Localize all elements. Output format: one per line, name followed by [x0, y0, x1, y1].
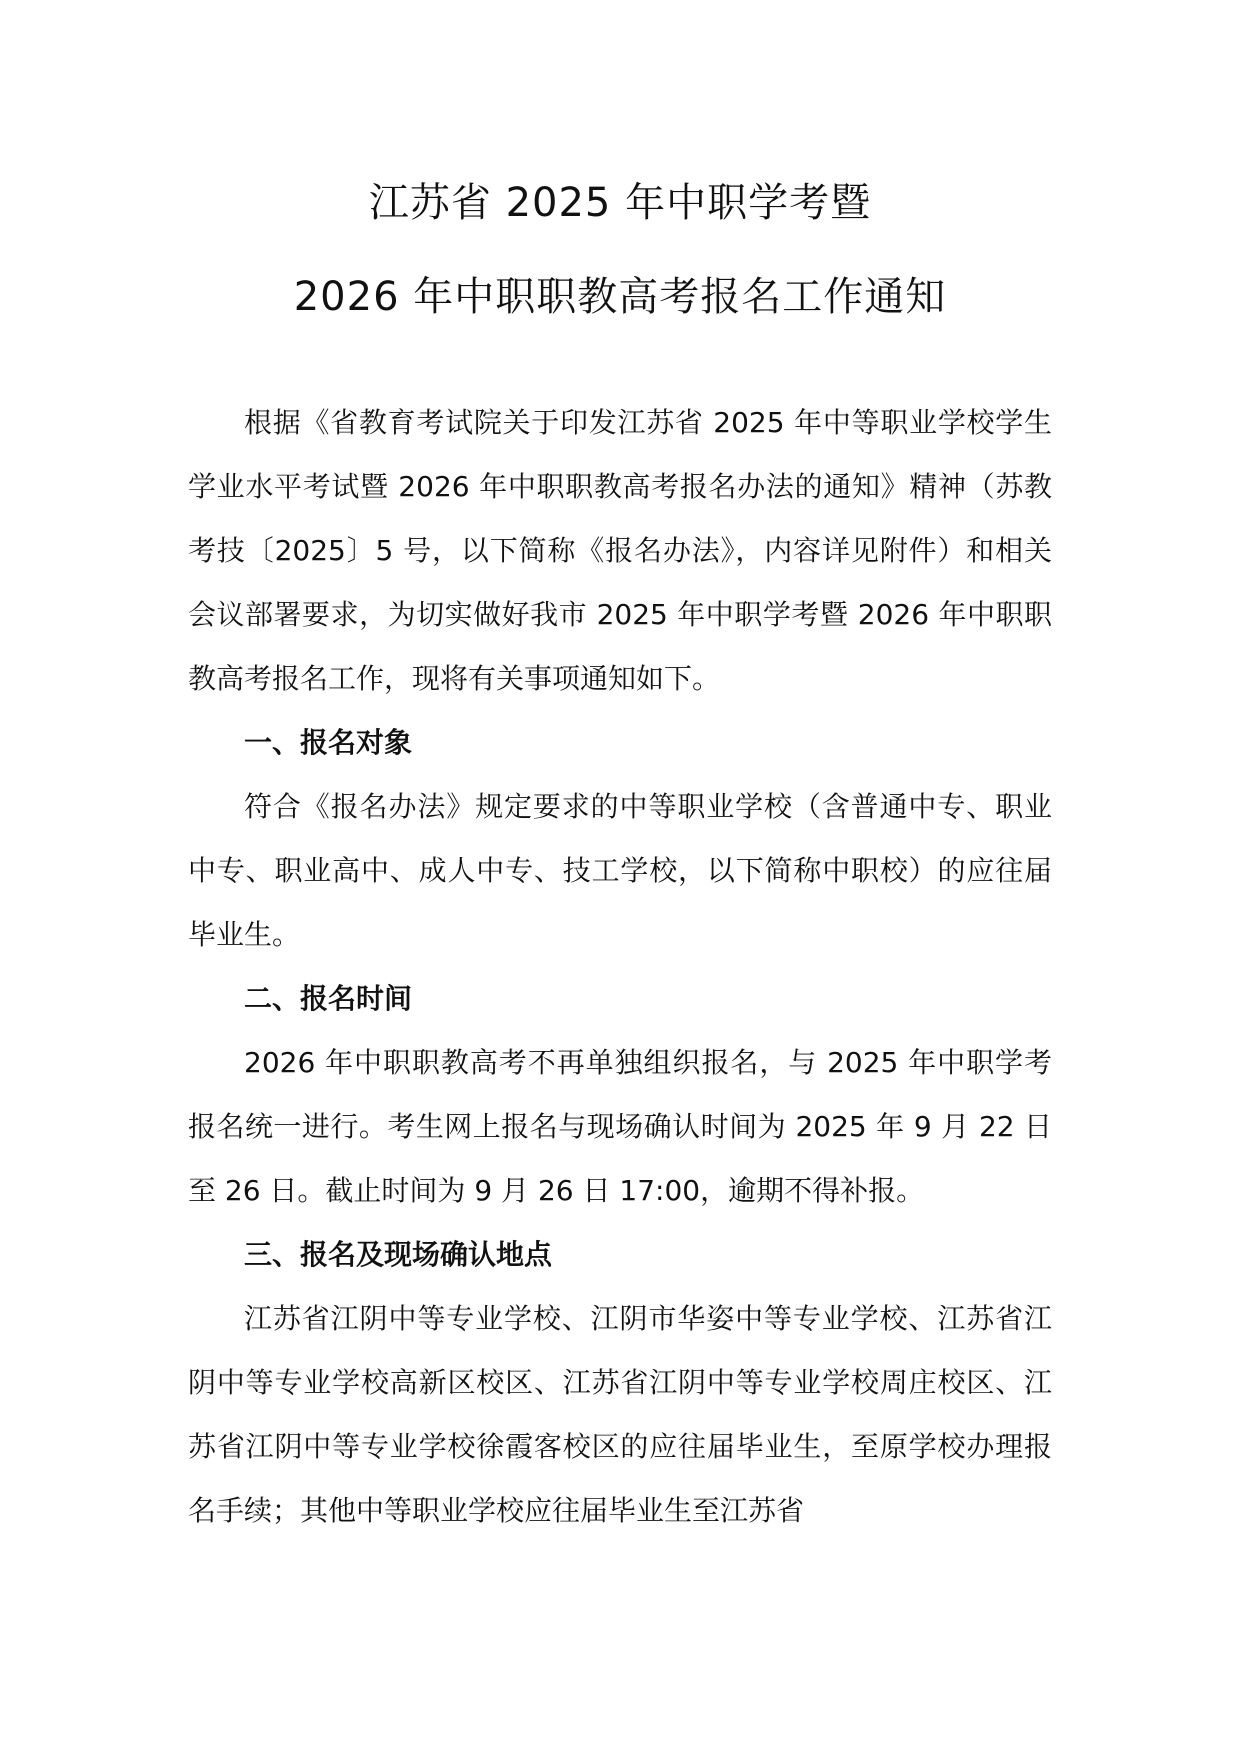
- section-text-location: 江苏省江阴中等专业学校、江阴市华姿中等专业学校、江苏省江阴中等专业学校高新区校区、江苏省江阴中等专业学校周庄校区、江苏省江阴中等专业学校徐霞客校区的应往届毕业生，至原学校办理报名手续；其他中等职业学校应往届毕业生至江苏省: [188, 1302, 1052, 1527]
- section-text-time: 2026 年中职职教高考不再单独组织报名，与 2025 年中职学考报名统一进行。考生网上报名与现场确认时间为 2025 年 9 月 22 日至 26 日。截止时间为 9 月 26 日 17:00，逾期不得补报。: [188, 1046, 1052, 1207]
- section-text-targets: 符合《报名办法》规定要求的中等职业学校（含普通中专、职业中专、职业高中、成人中专、技工学校，以下简称中职校）的应往届毕业生。: [188, 790, 1052, 951]
- document-title-line1: 江苏省 2025 年中职学考暨: [368, 180, 872, 226]
- section-heading-location: 三、报名及现场确认地点: [244, 1238, 553, 1271]
- document-body: [188, 391, 1052, 1543]
- section-heading-targets: 一、报名对象: [244, 726, 413, 759]
- section-heading-time: 二、报名时间: [244, 982, 413, 1015]
- intro-paragraph: 根据《省教育考试院关于印发江苏省 2025 年中等职业学校学生学业水平考试暨 2026 年中职职教高考报名办法的通知》精神（苏教考技〔2025〕5 号，以下简称《报名办法》，内容详见附件）和相关会议部署要求，为切实做好我市 2025 年中职学考暨 2026 年中职职教高考报名工作，现将有关事项通知如下。: [188, 406, 1052, 695]
- document-title-line2: 2026 年中职职教高考报名工作通知: [293, 274, 947, 320]
